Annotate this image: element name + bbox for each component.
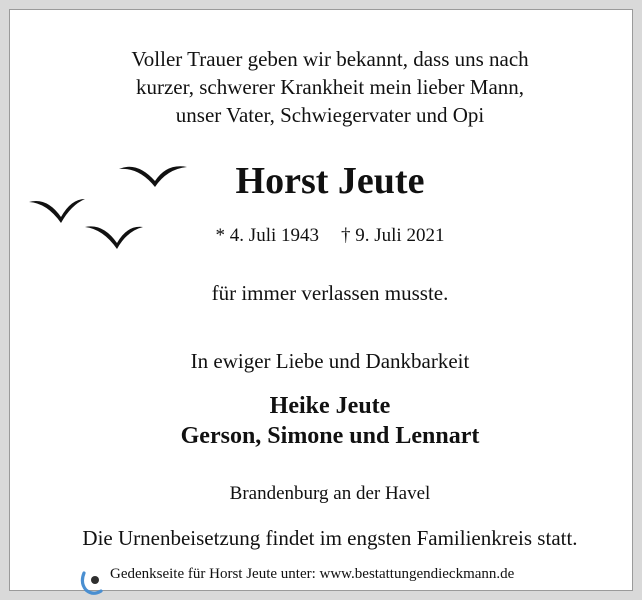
intro-line-3: unser Vater, Schwiegervater und Opi	[175, 103, 485, 127]
place-line: Brandenburg an der Havel	[229, 483, 431, 504]
survivor-line-2: Gerson, Simone und Lennart	[180, 423, 480, 449]
bestattungen-logo-icon	[78, 567, 108, 597]
memorial-page-link[interactable]: Gedenkseite für Horst Jeute unter: www.bestattungendieckmann.de	[110, 566, 515, 582]
life-dates	[9, 225, 642, 247]
death-date: † 9. Juli 2021	[341, 225, 445, 246]
intro-line-2: kurzer, schwerer Krankheit mein lieber Mann,	[135, 75, 525, 99]
closing-line: für immer verlassen musste.	[211, 281, 449, 305]
birth-date: * 4. Juli 1943	[215, 225, 319, 246]
burial-note: Die Urnenbeisetzung findet im engsten Familienkreis statt.	[82, 526, 578, 550]
intro-line-1: Voller Trauer geben wir bekannt, dass uns nach	[131, 47, 529, 71]
deceased-name: Horst Jeute	[235, 160, 425, 202]
survivor-line-1: Heike Jeute	[269, 393, 391, 419]
dedication-line: In ewiger Liebe und Dankbarkeit	[190, 349, 470, 373]
